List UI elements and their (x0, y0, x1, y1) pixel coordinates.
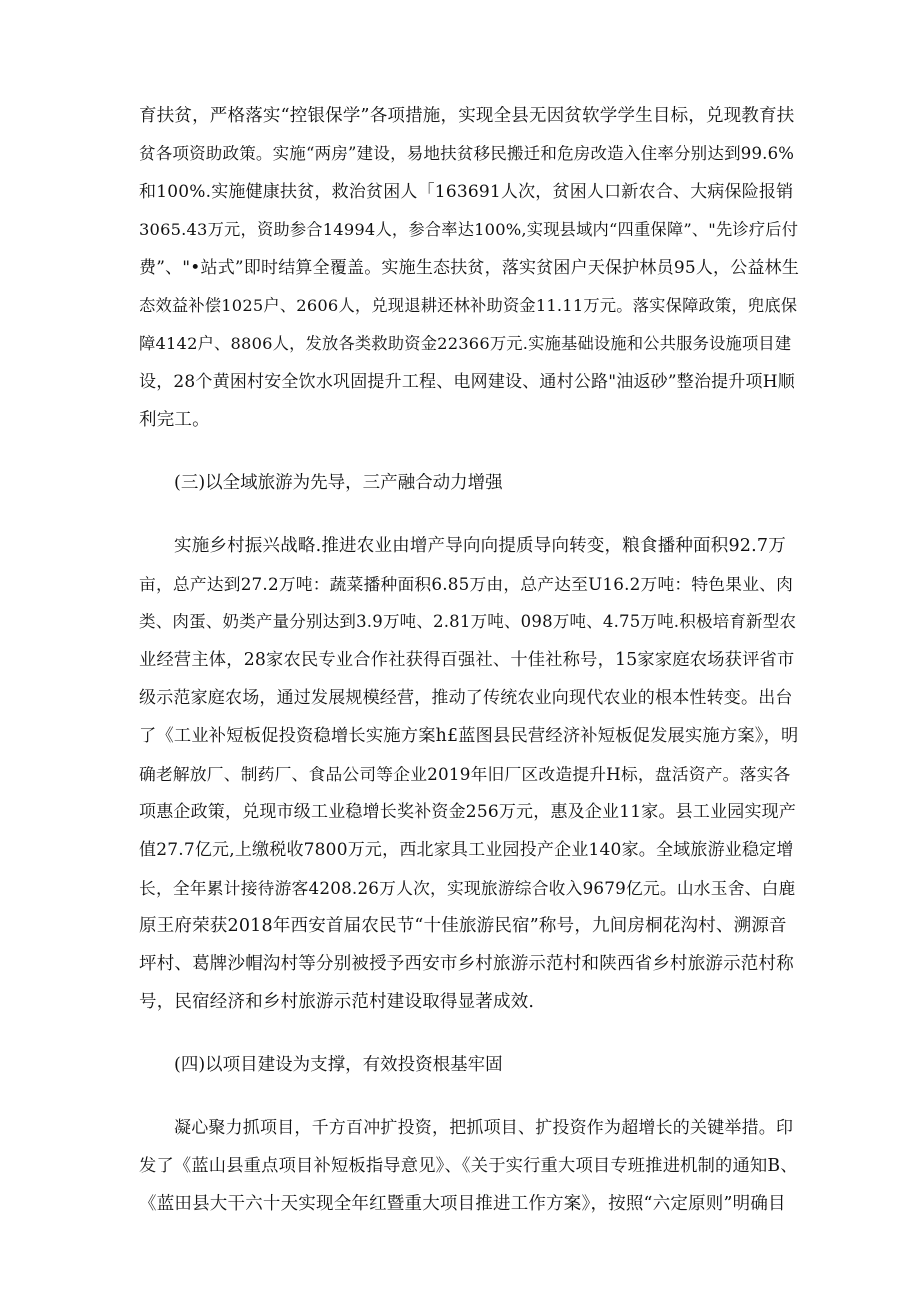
text-line: 《蓝田县大干六十天实现全年红暨重大项目推进工作方案》，按照“六定原则”明确目 (139, 1194, 786, 1214)
text-line: 实施乡村振兴战略.推进农业由增产导向向提质导向转变，粮食播种面积92.7万 (174, 536, 786, 556)
text-line: 发了《蓝山县重点项目补短板指导意见》、《关于实行重大项目专班推进机制的通知B、 (139, 1156, 798, 1176)
section-heading-4: (四)以项目建设为支撑，有效投资根基牢固 (174, 1055, 503, 1075)
text-line: 态效益补偿1025户、2606人，兑现退耕还林补助资金11.11万元。落实保障政策，兜底保 (139, 296, 798, 315)
text-line: 和100%.实施健康扶贫，救治贫困人「163691人次，贫困人口新农合、大病保险报销 (139, 182, 794, 202)
text-line: 原王府荣获2018年西安首届农民节“十佳旅游民宿”称号，九间房桐花沟村、溯源音 (139, 916, 787, 936)
text-line: 3065.43万元，资助参合14994人，参合率达100%,实现县域内“四重保障”、"先诊疗后付 (139, 220, 799, 239)
text-line: 类、肉蛋、奶类产量分别达到3.9万吨、2.81万吨、098万吨、4.75万吨.积极培育新型农 (139, 612, 797, 631)
text-line: 业经营主体，28家农民专业合作社获得百强社、十佳社称号，15家家庭农场获评省市 (139, 650, 795, 670)
text-line: 贫各项资助政策。实施“两房”建设，易地扶贫移民搬迁和危房改造入住率分别达到99.6% (139, 144, 795, 163)
text-line: 了《工业补短板促投资稳增长实施方案h£蓝图县民营经济补短板促发展实施方案》，明 (139, 726, 799, 746)
text-line: 育扶贫，严格落实“控银保学”各项措施，实现全县无因贫软学学生目标，兑现教育扶 (139, 106, 795, 126)
text-line: 利完工。 (139, 410, 210, 430)
text-line: 设，28个黄困村安全饮水巩固提升工程、电网建设、通村公路"油返砂”整治提升项H顺 (139, 372, 795, 392)
text-line: 亩，总产达到27.2万吨：蔬菜播种面积6.85万由，总产达至U16.2万吨：特色果业、肉 (139, 574, 794, 594)
text-line: 费”、"•站式”即时结算全覆盖。实施生态扶贫，落实贫困户天保护林员95人，公益林生 (139, 258, 800, 278)
text-line: 号，民宿经济和乡村旅游示范村建设取得显著成效. (139, 992, 535, 1012)
text-line: 长，全年累计接待游客4208.26万人次，实现旅游综合收入9679亿元。山水玉舍、白鹿 (139, 878, 796, 898)
text-line: 障4142户、8806人，发放各类救助资金22366万元.实施基础设施和公共服务设施项目建 (139, 334, 792, 353)
text-line: 项惠企政策，兑现市级工业稳增长奖补资金256万元，惠及企业11家。县工业园实现产 (139, 802, 797, 822)
text-line: 坪村、葛牌沙帽沟村等分别被授予西安市乡村旅游示范村和陕西省乡村旅游示范村称 (139, 954, 794, 974)
text-line: 值27.7亿元,上缴税收7800万元，西北家具工业园投产企业140家。全域旅游业稳定增 (139, 840, 794, 860)
text-line: 凝心聚力抓项目，千方百冲扩投资，把抓项目、扩投资作为超增长的关键举措。印 (174, 1118, 794, 1138)
section-heading-3: (三)以全域旅游为先导，三产融合动力增强 (174, 473, 503, 493)
text-line: 级示范家庭农场，通过发展规模经营，推动了传统农业向现代农业的根本性转变。出台 (139, 688, 793, 708)
text-line: 确老解放厂、制药厂、食品公司等企业2019年旧厂区改造提升H标，盘活资产。落实各 (139, 764, 791, 784)
